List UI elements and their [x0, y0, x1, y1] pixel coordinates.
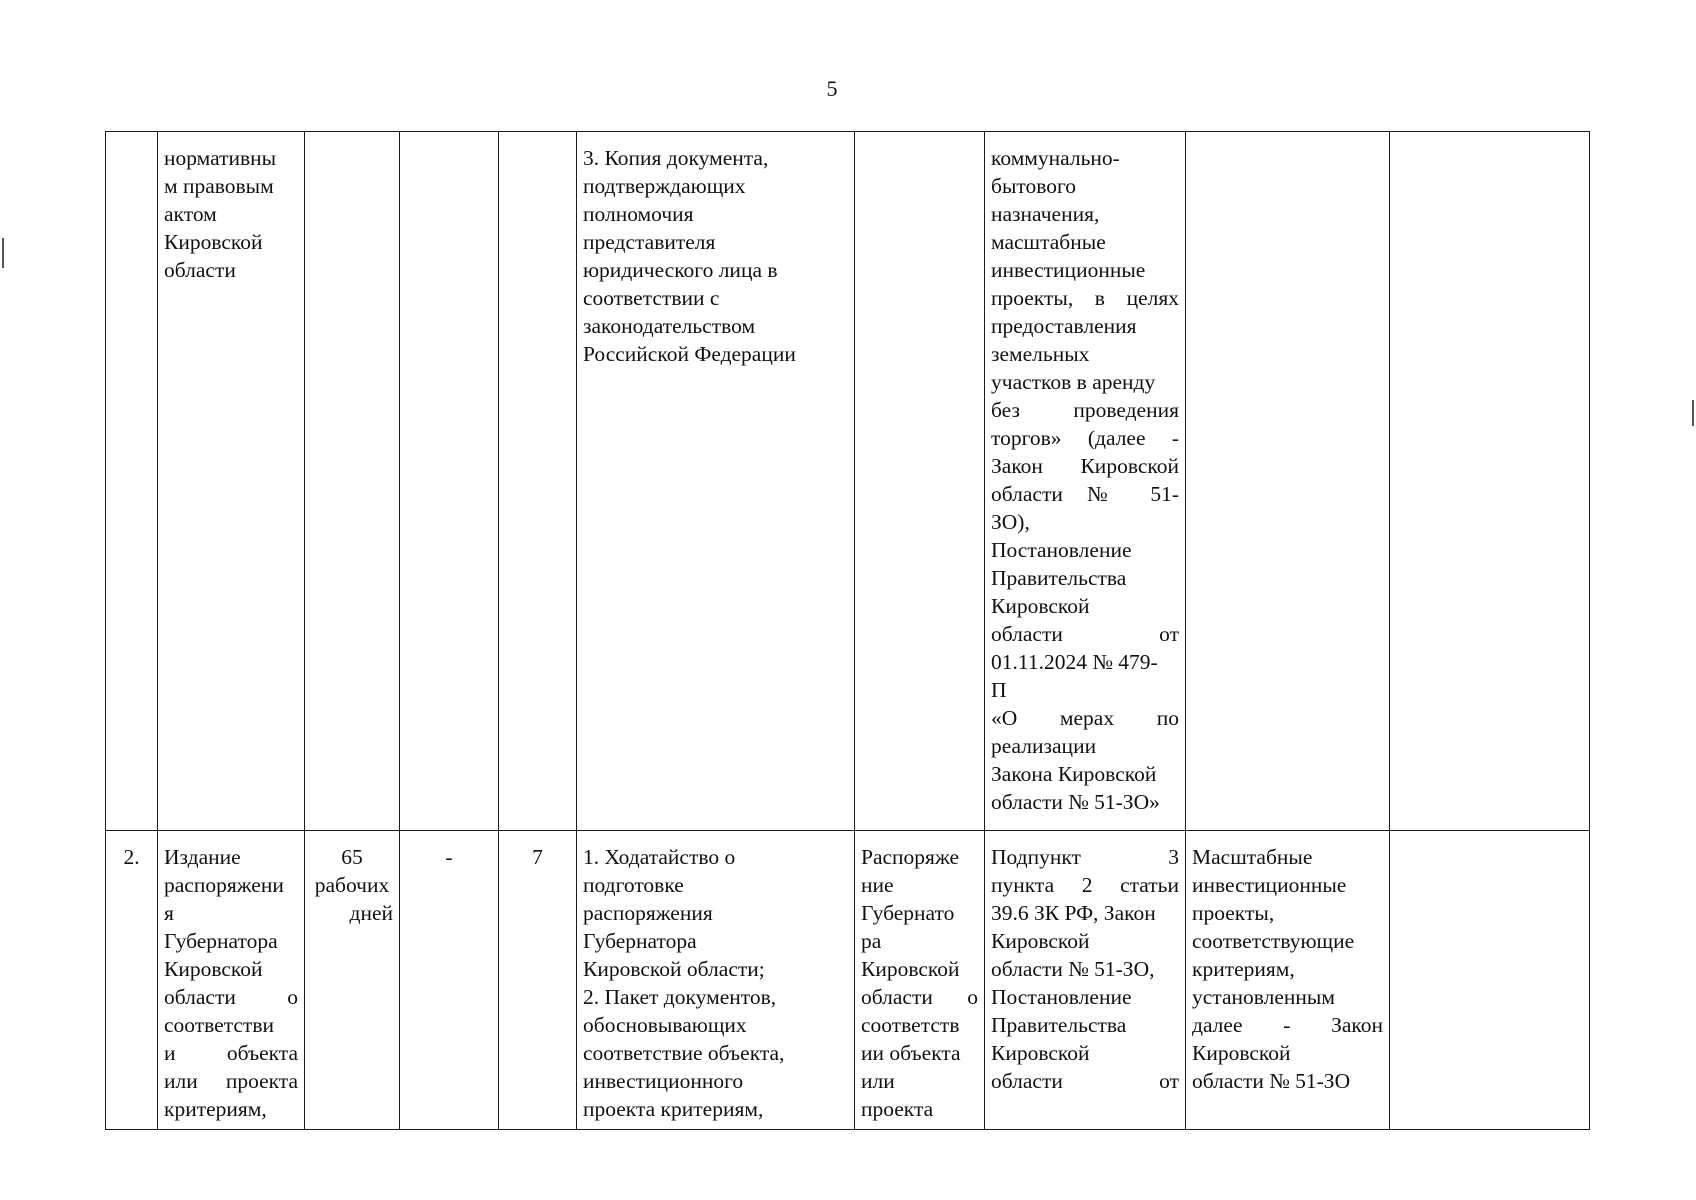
- scan-mark-right: [1692, 400, 1694, 426]
- scan-mark-left: [2, 238, 4, 268]
- cell-term: 65 рабочих дней: [305, 831, 400, 1130]
- cell-term: [305, 132, 400, 831]
- cell-col5: 7: [499, 831, 577, 1130]
- cell-result: [855, 132, 985, 831]
- cell-number: 2.: [106, 831, 158, 1130]
- table-row: [106, 831, 1590, 1130]
- cell-documents: 1. Ходатайство о подготовке распоряжения Губернатора Кировской области; 2. Пакет документов, обосновывающих соответствие объекта, инвестиционного проекта критериям,: [577, 831, 855, 1130]
- cell-col5: [499, 132, 577, 831]
- cell-number: [106, 132, 158, 831]
- cell-col10: [1390, 831, 1590, 1130]
- cell-result: Распоряже ние Губернато ра Кировской области о соответств ии объекта или проекта: [855, 831, 985, 1130]
- document-table: [105, 131, 1590, 1130]
- cell-applicants: Масштабные инвестиционные проекты, соответствующие критериям, установленным далее - Закон Кировской области № 51-ЗО: [1186, 831, 1390, 1130]
- cell-service-name: Издание распоряжени я Губернатора Кировской области о соответстви и объекта или проекта критериям,: [158, 831, 305, 1130]
- cell-service-name: нормативны м правовым актом Кировской области: [158, 132, 305, 831]
- cell-col4: -: [400, 831, 499, 1130]
- page-number: 5: [826, 76, 838, 101]
- cell-col10: [1390, 132, 1590, 831]
- cell-documents: 3. Копия документа, подтверждающих полномочия представителя юридического лица в соответствии с законодательством Российской Федерации: [577, 132, 855, 831]
- cell-col4: [400, 132, 499, 831]
- cell-applicants: [1186, 132, 1390, 831]
- cell-legal-basis: коммунально- бытового назначения, масштабные инвестиционные проекты, в целях предоставления земельных участков в аренду без проведения торгов» (далее - Закон Кировской области № 51- ЗО), Постановление Правительства Кировской области от 01.11.2024 № 479- П «О мерах по реализации Закона Кировской области № 51-ЗО»: [985, 132, 1186, 831]
- table-row: [106, 132, 1590, 831]
- cell-legal-basis: Подпункт 3 пункта 2 статьи 39.6 ЗК РФ, Закон Кировской области № 51-ЗО, Постановление Правительства Кировской области от: [985, 831, 1186, 1130]
